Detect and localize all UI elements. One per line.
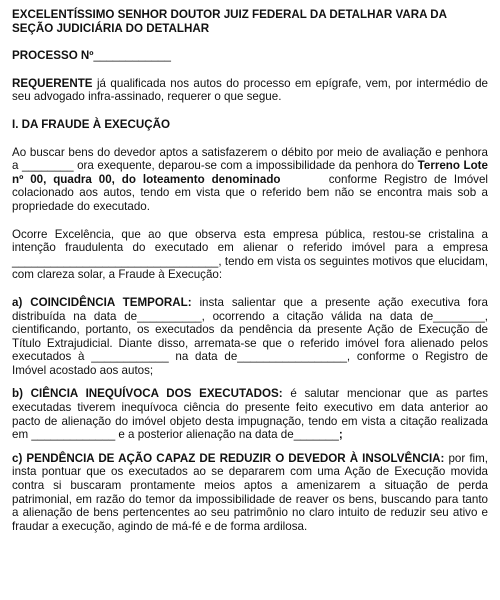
item-label: a) COINCIDÊNCIA TEMPORAL: [12,295,192,309]
item-coincidencia-temporal [12,296,488,378]
requerente-label: REQUERENTE [12,76,93,90]
item-text: por fim, insta pontuar que os executados ao se depararem com uma Ação de Execução movida contra si buscaram prontamente meios aptos a amenizarem a situação de perda patrimonial, em razão do temor da impossibilidade de reaver os bens, buscando para tanto a alienação de bens pertencentes ao seu patrimônio no claro intuito de reduzir seu ativo e fraudar a execução, agindo de má-fé e de forma ardilosa. [12,451,488,533]
court-heading [12,8,488,35]
requerente-text: já qualificada nos autos do processo em epígrafe, vem, por intermédio de seu advogado infra-assinado, requerer o que segue. [12,76,488,104]
section-paragraph-2: Ocorre Excelência, que ao que observa esta empresa pública, restou-se cristalina a intenção fraudulenta do executado em alienar o referido imóvel para a empresa ________________________________, tendo em vista os seguintes motivos que elucidam, com clareza solar, a Fraude à Execução: [12,227,488,282]
process-label: PROCESSO Nº [12,49,94,63]
paragraph-1-part-a: Ao buscar bens do devedor aptos a satisfazerem o débito por meio de avaliação e penhora a ________ ora exequente, deparou-se com a impossibilidade da penhora do [12,145,488,173]
item-text: insta salientar que a presente ação executiva fora distribuída na data de__________, ocorrendo a citação válida na data de________, cientificando, portanto, os executados da pendência da presente Ação de Execução de Título Extrajudicial. Diante disso, arremata-se que o referido imóvel fora alienado pelos executados à ____________ na data de_________________, conforme o Registro de Imóvel acostado aos autos; [12,295,488,377]
item-label: c) PENDÊNCIA DE AÇÃO CAPAZ DE REDUZIR O DEVEDOR À INSOLVÊNCIA: [12,451,445,465]
item-text: é salutar mencionar que as partes executadas tiverem inequívoca ciência do presente feito executivo em data anterior ao pacto de alienação do imóvel objeto desta impugnação, tendo em vista a citação realizada em _____________ e a posterior alienação na data de_______ [12,387,488,442]
process-number-line [12,49,488,63]
section-paragraph-1 [12,145,492,214]
paragraph-1-part-b: conforme Registro de Imóvel colacionado aos autos, tendo em vista que o referido bem não se encontra mais sob a propriedade do executado. [12,172,492,213]
requerente-paragraph [12,77,488,104]
item-label: b) CIÊNCIA INEQUÍVOCA DOS EXECUTADOS: [12,387,283,401]
court-heading-line2: SEÇÃO JUDICIÁRIA DO DETALHAR [12,21,210,35]
item-end-punctuation: ; [338,428,343,442]
process-number-blank: ____________ [93,49,171,63]
item-ciencia-inequivoca [12,387,488,441]
court-heading-line1: EXCELENTÍSSIMO SENHOR DOUTOR JUIZ FEDERAL DA DETALHAR VARA DA [12,8,448,21]
section-title: I. DA FRAUDE À EXECUÇÃO [12,117,171,131]
property-description: Terreno Lote nº 00, quadra 00, do loteamento denominado [12,159,488,186]
item-pendencia-acao [12,452,488,534]
